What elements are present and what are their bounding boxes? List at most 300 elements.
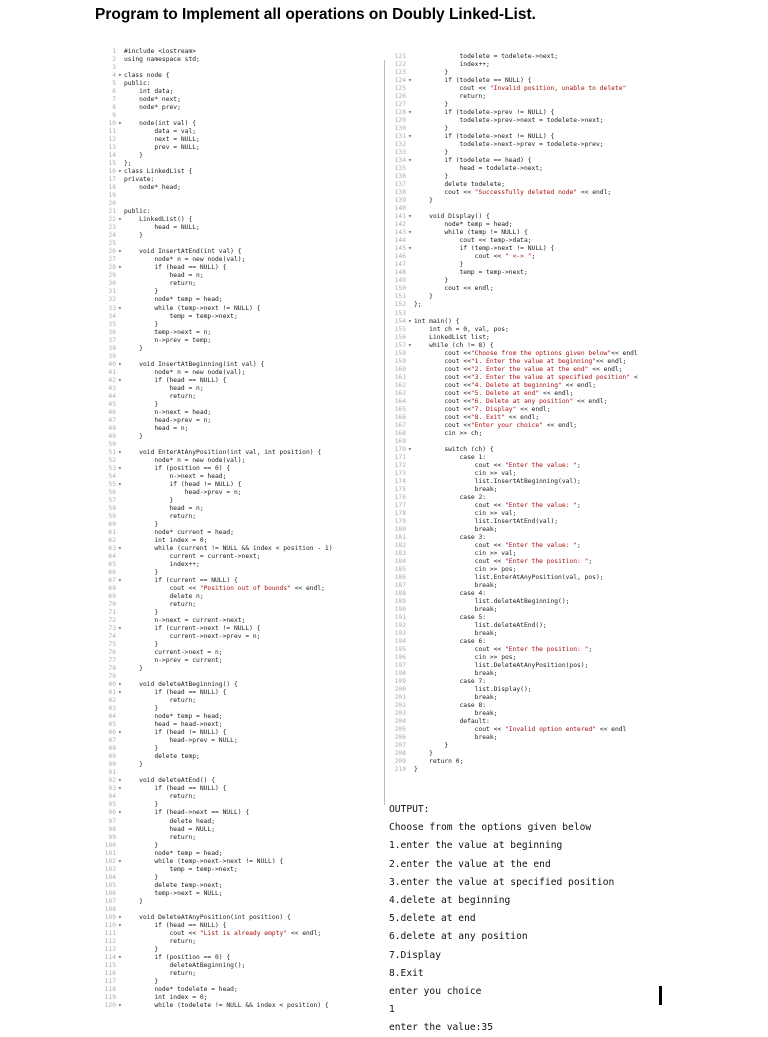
code-text: switch (ch) { bbox=[414, 445, 494, 453]
fold-arrow-icon: ▾ bbox=[118, 857, 122, 865]
code-line bbox=[100, 922, 333, 930]
code-text: n->prev = current; bbox=[124, 657, 223, 665]
line-number: 169 bbox=[394, 437, 406, 445]
output-line: 1.enter the value at beginning bbox=[389, 840, 563, 852]
code-line bbox=[390, 237, 638, 245]
line-number: 117 bbox=[104, 977, 116, 985]
line-number: 35 bbox=[108, 320, 116, 328]
code-line bbox=[100, 264, 333, 272]
fold-arrow-icon: ▾ bbox=[408, 157, 412, 165]
code-text: cin >> pos; bbox=[414, 566, 517, 573]
line-number: 142 bbox=[394, 221, 406, 229]
code-line bbox=[100, 673, 333, 681]
code-text: head = NULL; bbox=[124, 825, 215, 833]
code-line bbox=[100, 513, 333, 521]
line-number: 98 bbox=[108, 825, 116, 833]
line-number: 130 bbox=[394, 125, 406, 133]
line-number: 176 bbox=[394, 493, 406, 501]
code-text: int index = 0; bbox=[124, 536, 208, 544]
code-text: n->next = current->next; bbox=[124, 617, 246, 625]
code-line bbox=[390, 85, 638, 93]
line-number: 41 bbox=[108, 368, 116, 376]
line-number: 160 bbox=[394, 365, 406, 373]
code-text: temp->next = NULL; bbox=[124, 889, 223, 897]
line-number: 173 bbox=[394, 469, 406, 477]
code-text: }; bbox=[414, 301, 422, 309]
code-line bbox=[100, 208, 333, 216]
code-text: } bbox=[414, 766, 418, 774]
code-line bbox=[100, 890, 333, 898]
code-text: while (todelete != NULL && index < position) { bbox=[124, 1001, 329, 1009]
code-line bbox=[100, 313, 333, 321]
code-token: ; bbox=[588, 646, 593, 654]
string-literal: "Enter the position: " bbox=[505, 646, 589, 654]
code-line bbox=[390, 766, 638, 774]
fold-arrow-icon: ▾ bbox=[408, 445, 412, 453]
code-line bbox=[100, 224, 333, 232]
code-line bbox=[390, 125, 638, 133]
line-number: 165 bbox=[394, 405, 406, 413]
line-number: 71 bbox=[108, 609, 116, 617]
code-line bbox=[100, 898, 333, 906]
code-line bbox=[390, 606, 638, 614]
code-text: } bbox=[124, 320, 159, 328]
line-number: 135 bbox=[394, 165, 406, 173]
code-text: class LinkedList { bbox=[124, 168, 193, 176]
code-line bbox=[100, 809, 333, 817]
code-text: } bbox=[124, 569, 159, 577]
code-line bbox=[100, 561, 333, 569]
code-token: cout << bbox=[414, 557, 505, 565]
line-number: 89 bbox=[108, 753, 116, 761]
line-number: 178 bbox=[394, 509, 406, 517]
code-text: cin >> val; bbox=[414, 549, 517, 557]
column-divider bbox=[384, 60, 385, 805]
line-number: 20 bbox=[108, 200, 116, 208]
code-token: ; bbox=[577, 541, 581, 549]
code-text: if (head == NULL) { bbox=[124, 785, 227, 793]
code-text: cout << endl; bbox=[414, 285, 494, 293]
code-text: } bbox=[414, 197, 433, 205]
line-number: 141 bbox=[394, 213, 406, 221]
code-text bbox=[414, 358, 626, 365]
line-number: 164 bbox=[394, 397, 406, 405]
line-number: 43 bbox=[108, 384, 116, 392]
line-number: 13 bbox=[108, 144, 116, 152]
line-number: 150 bbox=[394, 285, 406, 293]
line-number: 58 bbox=[108, 504, 116, 512]
code-text: next = NULL; bbox=[124, 136, 200, 144]
line-number: 73 bbox=[108, 625, 116, 633]
code-text bbox=[414, 646, 592, 653]
code-text: while (current != NULL && index < position - 1) bbox=[124, 544, 333, 552]
code-token: << endl; bbox=[505, 413, 540, 421]
code-text: list.deleteAtBeginning(); bbox=[414, 598, 570, 606]
code-token: << endl; bbox=[561, 381, 596, 389]
code-line bbox=[390, 438, 638, 446]
line-number: 145 bbox=[394, 245, 406, 253]
code-line bbox=[100, 288, 333, 296]
code-text bbox=[414, 414, 539, 421]
code-line bbox=[390, 710, 638, 718]
fold-arrow-icon: ▾ bbox=[118, 480, 122, 488]
code-text: } bbox=[414, 277, 449, 285]
fold-arrow-icon: ▾ bbox=[408, 77, 412, 85]
code-line bbox=[390, 374, 638, 382]
line-number: 174 bbox=[394, 477, 406, 485]
line-number: 172 bbox=[394, 461, 406, 469]
line-number: 45 bbox=[108, 400, 116, 408]
code-text: void InsertAtEnd(int val) { bbox=[124, 248, 242, 256]
code-line bbox=[390, 670, 638, 678]
code-line bbox=[100, 842, 333, 850]
line-number: 53 bbox=[108, 464, 116, 472]
line-number: 36 bbox=[108, 328, 116, 336]
line-number: 146 bbox=[394, 253, 406, 261]
code-line bbox=[100, 481, 333, 489]
code-line bbox=[100, 906, 333, 914]
line-number: 133 bbox=[394, 149, 406, 157]
code-line bbox=[100, 777, 333, 785]
code-text: LinkedList() { bbox=[124, 216, 193, 224]
code-line bbox=[390, 646, 638, 654]
fold-arrow-icon: ▾ bbox=[408, 133, 412, 141]
line-number: 39 bbox=[108, 352, 116, 360]
line-number: 192 bbox=[394, 622, 406, 630]
code-line bbox=[390, 117, 638, 125]
line-number: 154 bbox=[394, 317, 406, 325]
code-text: return 0; bbox=[414, 758, 464, 766]
line-number: 161 bbox=[394, 373, 406, 381]
line-number: 4 bbox=[112, 72, 116, 80]
code-line bbox=[390, 181, 638, 189]
code-text: int data; bbox=[124, 88, 174, 96]
line-number: 163 bbox=[394, 389, 406, 397]
line-number: 139 bbox=[394, 197, 406, 205]
code-text: return; bbox=[124, 833, 197, 841]
code-line bbox=[390, 189, 638, 197]
code-line bbox=[100, 168, 333, 176]
code-text: case 3: bbox=[414, 533, 487, 541]
code-text bbox=[414, 398, 607, 405]
code-text: head = n; bbox=[124, 272, 204, 280]
string-literal: "Invalid option entered" bbox=[505, 726, 596, 734]
line-number: 11 bbox=[108, 128, 116, 136]
line-number: 112 bbox=[104, 937, 116, 945]
line-number: 206 bbox=[394, 734, 406, 742]
code-text: cin >> pos; bbox=[414, 654, 517, 662]
code-text: void Display() { bbox=[414, 213, 490, 221]
fold-arrow-icon: ▾ bbox=[118, 777, 122, 785]
line-number: 140 bbox=[394, 205, 406, 213]
code-line bbox=[390, 734, 638, 742]
line-number: 136 bbox=[394, 173, 406, 181]
code-line bbox=[100, 393, 333, 401]
code-text: list.EnterAtAnyPosition(val, pos); bbox=[414, 574, 604, 582]
code-text: break; bbox=[414, 630, 498, 638]
fold-arrow-icon: ▾ bbox=[118, 304, 122, 312]
line-number: 84 bbox=[108, 713, 116, 721]
code-text: int ch = 0, val, pos; bbox=[414, 325, 509, 333]
line-number: 170 bbox=[394, 445, 406, 453]
fold-arrow-icon: ▾ bbox=[408, 109, 412, 117]
string-literal: "2. Enter the value at the end" bbox=[470, 365, 589, 373]
output-line: Choose from the options given below bbox=[389, 822, 592, 834]
code-text: temp = temp->next; bbox=[124, 865, 238, 873]
fold-arrow-icon: ▾ bbox=[118, 921, 122, 929]
line-number: 79 bbox=[108, 673, 116, 681]
code-line bbox=[390, 750, 638, 758]
line-number: 207 bbox=[394, 742, 406, 750]
code-line bbox=[100, 56, 333, 64]
line-number: 23 bbox=[108, 224, 116, 232]
code-text: break; bbox=[414, 670, 498, 678]
code-line bbox=[390, 502, 638, 510]
code-text: } bbox=[414, 261, 464, 269]
line-number: 127 bbox=[394, 101, 406, 109]
code-line bbox=[390, 758, 638, 766]
line-number: 194 bbox=[394, 638, 406, 646]
line-number: 12 bbox=[108, 136, 116, 144]
code-text: using namespace std; bbox=[124, 56, 200, 64]
code-text: head = n; bbox=[124, 384, 204, 392]
code-line bbox=[100, 200, 333, 208]
code-text: break; bbox=[414, 582, 498, 590]
code-text: if (head != NULL) { bbox=[124, 729, 227, 737]
line-number: 181 bbox=[394, 533, 406, 541]
code-text: head = NULL; bbox=[124, 224, 200, 232]
code-token: << endl bbox=[611, 349, 638, 357]
line-number: 10 bbox=[108, 120, 116, 128]
code-text: } bbox=[124, 665, 143, 673]
code-line bbox=[390, 350, 638, 358]
code-text: class node { bbox=[124, 72, 170, 80]
code-token: cout << bbox=[414, 461, 505, 469]
code-text: cin >> val; bbox=[414, 469, 517, 477]
line-number: 82 bbox=[108, 697, 116, 705]
code-token: << endl; bbox=[290, 585, 325, 593]
line-number: 205 bbox=[394, 726, 406, 734]
line-number: 119 bbox=[104, 993, 116, 1001]
line-number: 90 bbox=[108, 761, 116, 769]
code-text: if (position == 0) { bbox=[124, 953, 231, 961]
code-line bbox=[100, 489, 333, 497]
code-line bbox=[100, 689, 333, 697]
line-number: 83 bbox=[108, 705, 116, 713]
code-line bbox=[100, 649, 333, 657]
line-number: 122 bbox=[394, 61, 406, 69]
code-line bbox=[100, 801, 333, 809]
code-line bbox=[390, 542, 638, 550]
line-number: 72 bbox=[108, 617, 116, 625]
code-text: while (temp->next->next != NULL) { bbox=[124, 857, 284, 865]
code-text: void EnterAtAnyPosition(int val, int position) { bbox=[124, 448, 322, 456]
line-number: 210 bbox=[394, 766, 406, 774]
code-line bbox=[390, 205, 638, 213]
fold-arrow-icon: ▾ bbox=[408, 317, 412, 325]
code-text: case 6: bbox=[414, 638, 487, 646]
code-line bbox=[100, 721, 333, 729]
line-number: 14 bbox=[108, 152, 116, 160]
line-number: 66 bbox=[108, 569, 116, 577]
code-line bbox=[390, 582, 638, 590]
code-text: node* n = new node(val); bbox=[124, 368, 246, 376]
string-literal: "4. Delete at beginning" bbox=[470, 381, 562, 389]
code-text: return; bbox=[124, 793, 197, 801]
code-text: } bbox=[124, 520, 159, 528]
code-line bbox=[100, 753, 333, 761]
line-number: 151 bbox=[394, 293, 406, 301]
code-text: return; bbox=[124, 512, 197, 520]
code-text: } bbox=[414, 293, 433, 301]
line-number: 200 bbox=[394, 686, 406, 694]
line-number: 167 bbox=[394, 421, 406, 429]
line-number: 17 bbox=[108, 176, 116, 184]
output-line: 2.enter the value at the end bbox=[389, 858, 551, 870]
line-number: 199 bbox=[394, 678, 406, 686]
code-line bbox=[390, 326, 638, 334]
line-number: 104 bbox=[104, 873, 116, 881]
fold-arrow-icon: ▾ bbox=[408, 245, 412, 253]
code-line bbox=[390, 534, 638, 542]
line-number: 75 bbox=[108, 641, 116, 649]
code-line bbox=[100, 296, 333, 304]
code-text: while (temp != NULL) { bbox=[414, 229, 528, 237]
code-line bbox=[100, 305, 333, 313]
code-text: if (head != NULL) { bbox=[124, 480, 242, 488]
code-text: } bbox=[124, 496, 174, 504]
code-line bbox=[390, 654, 638, 662]
code-token: << endl; bbox=[573, 397, 608, 405]
code-text: void deleteAtBeginning() { bbox=[124, 681, 238, 689]
code-line bbox=[390, 229, 638, 237]
code-line bbox=[390, 149, 638, 157]
line-number: 26 bbox=[108, 248, 116, 256]
code-line bbox=[100, 826, 333, 834]
output-line: 1 bbox=[389, 1004, 395, 1016]
code-text: } bbox=[414, 101, 449, 109]
string-literal: " <-> " bbox=[505, 253, 532, 261]
code-text: int main() { bbox=[414, 317, 460, 325]
code-line bbox=[390, 133, 638, 141]
line-number: 202 bbox=[394, 702, 406, 710]
code-text: list.Display(); bbox=[414, 686, 532, 694]
code-line bbox=[100, 978, 333, 986]
code-text: case 1: bbox=[414, 453, 487, 461]
code-line bbox=[100, 593, 333, 601]
code-text: node* n = new node(val); bbox=[124, 256, 246, 264]
line-number: 123 bbox=[394, 69, 406, 77]
line-number: 110 bbox=[104, 921, 116, 929]
code-line bbox=[390, 165, 638, 173]
code-line bbox=[100, 665, 333, 673]
line-number: 109 bbox=[104, 913, 116, 921]
line-number: 74 bbox=[108, 633, 116, 641]
line-number: 88 bbox=[108, 745, 116, 753]
line-number: 44 bbox=[108, 392, 116, 400]
fold-arrow-icon: ▾ bbox=[118, 120, 122, 128]
code-text: } bbox=[124, 801, 159, 809]
code-text: if (todelete == NULL) { bbox=[414, 77, 532, 85]
code-text: return; bbox=[124, 601, 197, 609]
code-line bbox=[100, 585, 333, 593]
code-token: cout << bbox=[414, 253, 505, 261]
code-text: if (position == 0) { bbox=[124, 464, 231, 472]
code-text: public: bbox=[124, 80, 151, 88]
code-text: } bbox=[124, 232, 143, 240]
code-text: delete n; bbox=[124, 593, 204, 601]
code-text: if (head == NULL) { bbox=[124, 921, 227, 929]
line-number: 189 bbox=[394, 598, 406, 606]
code-line bbox=[390, 430, 638, 438]
line-number: 126 bbox=[394, 93, 406, 101]
code-token: << endl; bbox=[577, 189, 612, 197]
line-number: 59 bbox=[108, 512, 116, 520]
code-line bbox=[100, 633, 333, 641]
code-token: cout << bbox=[414, 389, 471, 397]
line-number: 143 bbox=[394, 229, 406, 237]
code-text: current->next = n; bbox=[124, 649, 223, 657]
code-text: node* temp = head; bbox=[414, 221, 513, 229]
fold-arrow-icon: ▾ bbox=[118, 72, 122, 80]
code-text: case 4: bbox=[414, 590, 487, 598]
line-number: 56 bbox=[108, 488, 116, 496]
code-line bbox=[390, 614, 638, 622]
line-number: 198 bbox=[394, 670, 406, 678]
line-number: 25 bbox=[108, 240, 116, 248]
code-text: node* todelete = head; bbox=[124, 985, 238, 993]
code-token: cout << bbox=[414, 421, 471, 429]
code-text: break; bbox=[414, 606, 498, 614]
line-number: 197 bbox=[394, 662, 406, 670]
code-line bbox=[100, 192, 333, 200]
line-number: 147 bbox=[394, 261, 406, 269]
line-number: 8 bbox=[112, 104, 116, 112]
code-text: todelete->prev->next = todelete->next; bbox=[414, 117, 604, 125]
code-line bbox=[100, 417, 333, 425]
line-number: 191 bbox=[394, 614, 406, 622]
code-text bbox=[414, 85, 626, 92]
code-line bbox=[100, 641, 333, 649]
code-text: while (ch != 8) { bbox=[414, 341, 494, 349]
string-literal: "6. Delete at any position" bbox=[470, 397, 574, 405]
line-number: 92 bbox=[108, 777, 116, 785]
code-token: cout << bbox=[414, 646, 505, 654]
code-text: temp = temp->next; bbox=[124, 312, 238, 320]
code-line bbox=[100, 248, 333, 256]
code-line bbox=[100, 793, 333, 801]
code-text: head = head->next; bbox=[124, 721, 223, 729]
code-text: } bbox=[414, 173, 449, 181]
string-literal: "Enter the position: " bbox=[505, 557, 589, 565]
code-token: cout << bbox=[414, 381, 471, 389]
code-text: node* next; bbox=[124, 96, 181, 104]
code-text: delete head; bbox=[124, 817, 215, 825]
code-text: n->next = head; bbox=[124, 472, 227, 480]
code-text: if (temp->next != NULL) { bbox=[414, 245, 555, 253]
program-output bbox=[389, 801, 614, 1037]
code-text: } bbox=[124, 152, 143, 160]
code-line bbox=[390, 398, 638, 406]
line-number: 87 bbox=[108, 737, 116, 745]
output-line: 8.Exit bbox=[389, 967, 424, 979]
code-line bbox=[100, 96, 333, 104]
code-line bbox=[100, 361, 333, 369]
line-number: 2 bbox=[112, 56, 116, 64]
line-number: 18 bbox=[108, 184, 116, 192]
line-number: 193 bbox=[394, 630, 406, 638]
code-line bbox=[100, 144, 333, 152]
